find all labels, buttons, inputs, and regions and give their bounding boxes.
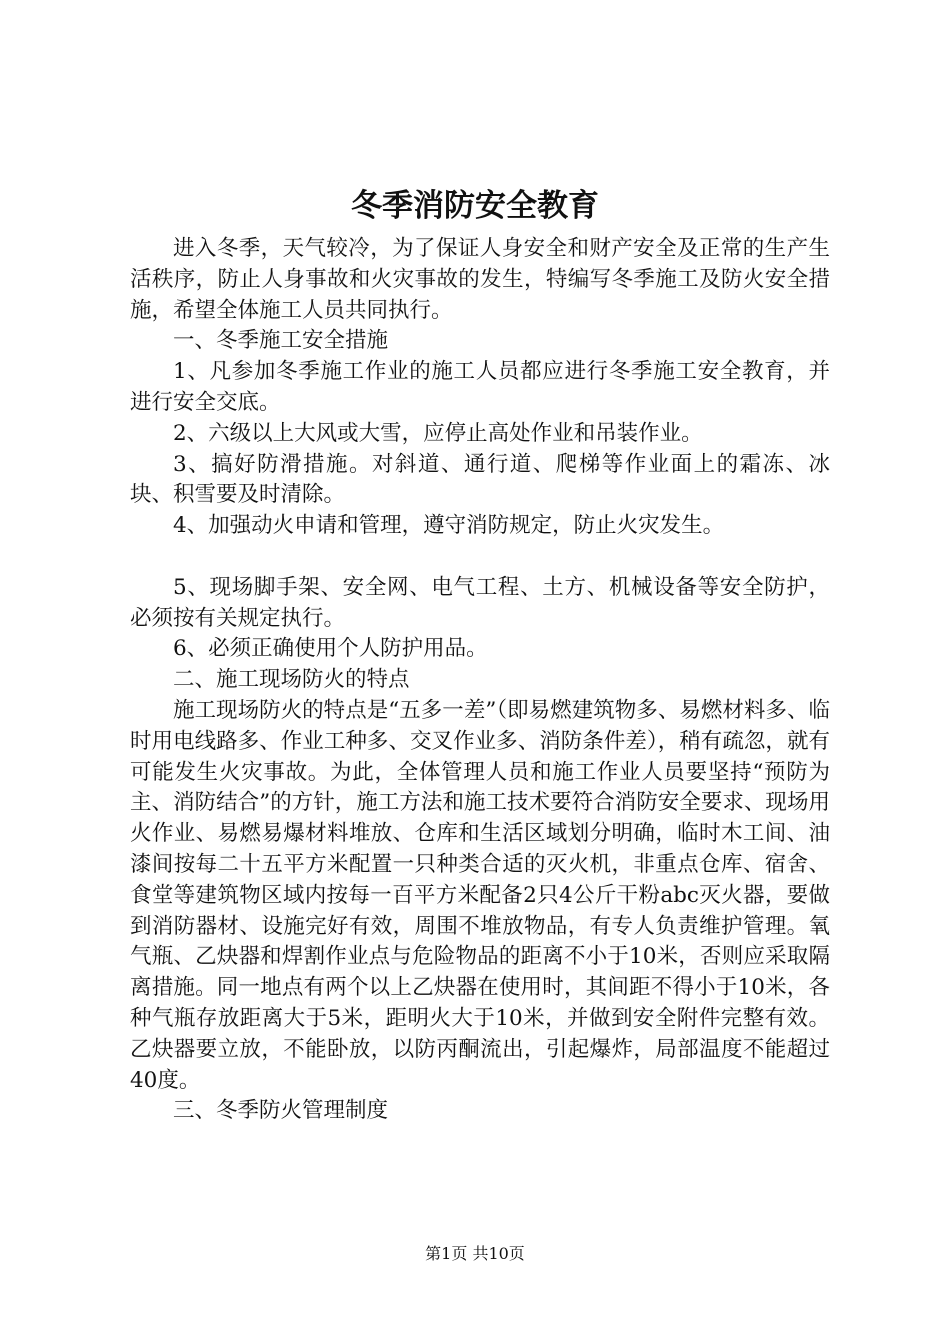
intro-paragraph: 进入冬季，天气较冷，为了保证人身安全和财产安全及正常的生产生活秩序，防止人身事故和火灾事故的发生，特编写冬季施工及防火安全措施，希望全体施工人员共同执行。 [130, 236, 830, 323]
fire-features-paragraph: 施工现场防火的特点是“五多一差”（即易燃建筑物多、易燃材料多、临时用电线路多、作业工种多、交叉作业多、消防条件差），稍有疏忽，就有可能发生火灾事故。为此，全体管理人员和施工作业人员要坚持“预防为主、消防结合”的方针，施工方法和施工技术要符合消防安全要求、现场用火作业、易燃易爆材料堆放、仓库和生活区域划分明确，临时木工间、油漆间按每二十五平方米配置一只种类合适的灭火机，非重点仓库、宿舍、食堂等建筑物区域内按每一百平方米配备2只4公斤干粉abc灭火器，要做到消防器材、设施完好有效，周围不堆放物品，有专人负责维护管理。氧气瓶、乙炔器和焊割作业点与危险物品的距离不小于10米，否则应采取隔离措施。同一地点有两个以上乙炔器在使用时，其间距不得小于10米，各种气瓶存放距离大于5米，距明火大于10米，并做到安全附件完整有效。乙炔器要立放，不能卧放，以防丙酮流出，引起爆炸，局部温度不能超过40度。 [130, 697, 830, 1093]
section-heading-3: 三、冬季防火管理制度 [173, 1098, 389, 1124]
list-item-5: 5、现场脚手架、安全网、电气工程、土方、机械设备等安全防护，必须按有关规定执行。 [130, 574, 830, 631]
list-item-3: 3、搞好防滑措施。对斜道、通行道、爬梯等作业面上的霜冻、冰块、积雪要及时清除。 [130, 451, 830, 508]
section-heading-2: 二、施工现场防火的特点 [173, 667, 410, 693]
page-footer: 第1页 共10页 [425, 1244, 525, 1263]
list-item-6: 6、必须正确使用个人防护用品。 [173, 636, 488, 662]
blank-line [130, 542, 830, 573]
document-title: 冬季消防安全教育 [351, 188, 599, 224]
list-item-1: 1、凡参加冬季施工作业的施工人员都应进行冬季施工安全教育，并进行安全交底。 [130, 359, 830, 415]
list-item-2: 2、六级以上大风或大雪，应停止高处作业和吊装作业。 [173, 420, 703, 446]
list-item-4: 4、加强动火申请和管理，遵守消防规定，防止火灾发生。 [173, 513, 725, 539]
document-body [130, 234, 830, 1127]
section-heading-1: 一、冬季施工安全措施 [173, 328, 389, 354]
